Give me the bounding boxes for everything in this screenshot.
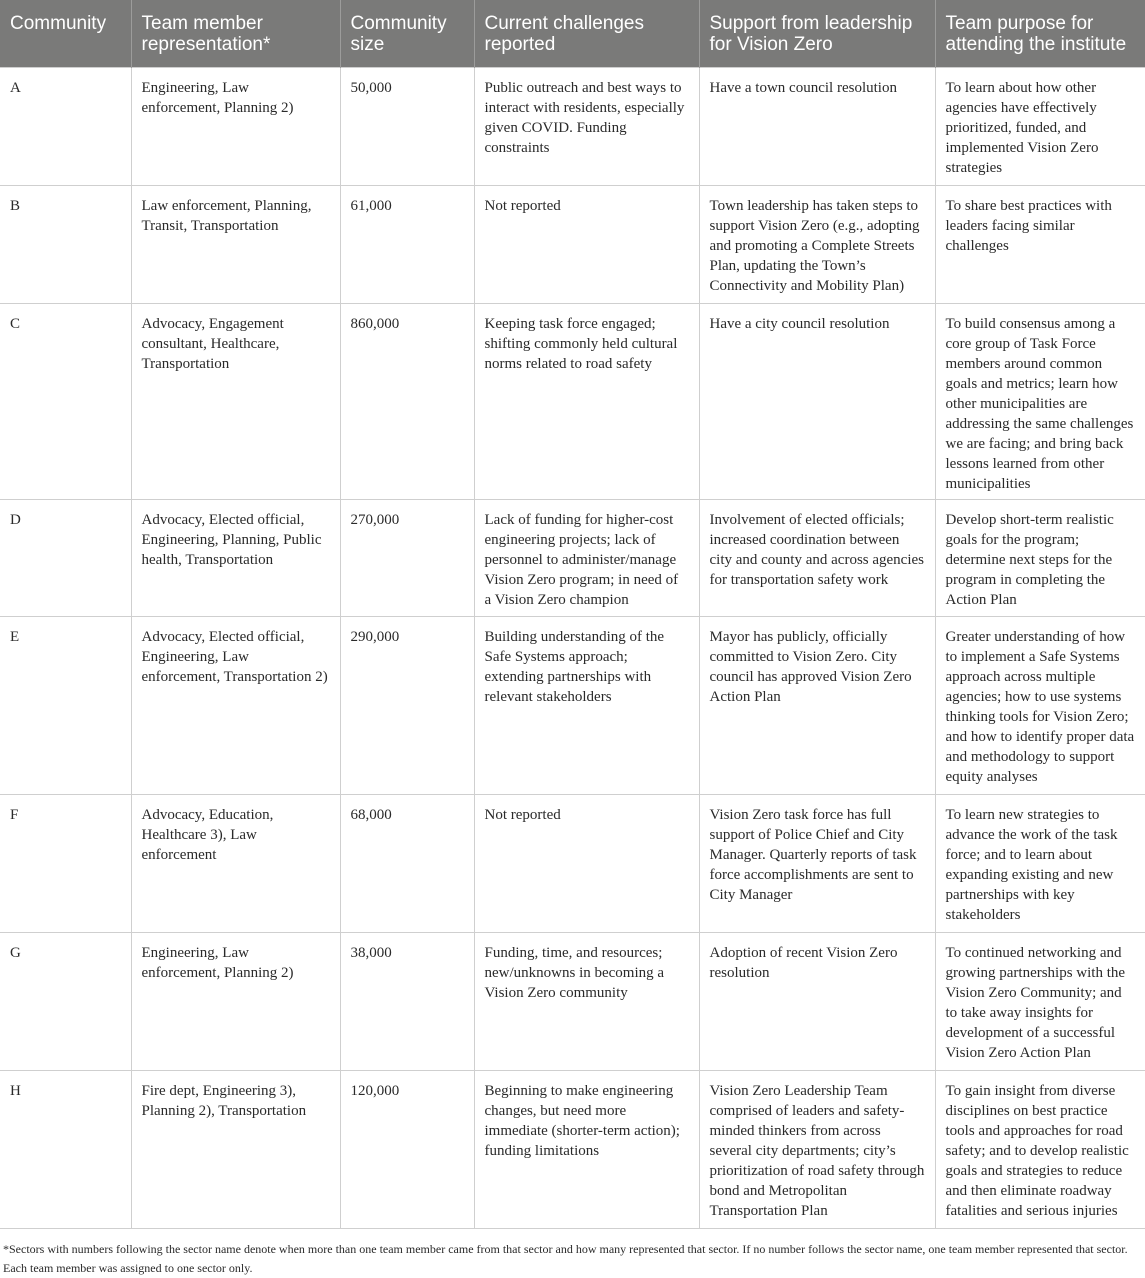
header-community: Community [10, 13, 107, 34]
cell-purpose: Develop short-term realistic goals for the program; determine next steps for the program in completing the Action Plan [935, 499, 1145, 616]
cell-size: 860,000 [340, 303, 474, 499]
cell-challenges: Lack of funding for higher-cost engineering projects; lack of personnel to administer/manage Vision Zero program; in need of a Vision Zero champion [474, 499, 699, 616]
table-header-row [0, 0, 1145, 67]
cell-purpose: Greater understanding of how to implement a Safe Systems approach across multiple agencies; how to use systems thinking tools for Vision Zero; and how to identify proper data and methodology to support equity analyses [935, 616, 1145, 794]
cell-size: 50,000 [340, 67, 474, 185]
table-row [0, 67, 1145, 185]
header-team-purpose: Team purpose for attending the institute [935, 0, 1145, 67]
header-community-size: Community size [340, 0, 474, 67]
cell-purpose: To share best practices with leaders facing similar challenges [935, 185, 1145, 303]
cell-challenges: Public outreach and best ways to interact with residents, especially given COVID. Funding constraints [474, 67, 699, 185]
cell-challenges: Not reported [474, 185, 699, 303]
cell-challenges: Funding, time, and resources; new/unknowns in becoming a Vision Zero community [474, 932, 699, 1070]
cell-representation: Fire dept, Engineering 3), Planning 2), Transportation [131, 1070, 340, 1228]
cell-support: Town leadership has taken steps to support Vision Zero (e.g., adopting and promoting a Complete Streets Plan, updating the Town’s Connectivity and Mobility Plan) [699, 185, 935, 303]
header-leadership-support: Support from leadership for Vision Zero [699, 0, 935, 67]
cell-representation: Engineering, Law enforcement, Planning 2) [131, 67, 340, 185]
cell-challenges: Keeping task force engaged; shifting commonly held cultural norms related to road safety [474, 303, 699, 499]
cell-support: Have a town council resolution [699, 67, 935, 185]
cell-purpose: To learn new strategies to advance the work of the task force; and to learn about expanding existing and new partnerships with key stakeholders [935, 794, 1145, 932]
table-row [0, 499, 1145, 616]
cell-size: 68,000 [340, 794, 474, 932]
table-footnote: *Sectors with numbers following the sector name denote when more than one team member came from that sector and how many represented that sector. If no number follows the sector name, one team member represented that sector. Each team member was assigned to one sector only. [3, 1242, 1128, 1275]
cell-representation: Advocacy, Elected official, Engineering, Law enforcement, Transportation 2) [131, 616, 340, 794]
cell-size: 290,000 [340, 616, 474, 794]
cell-community: D [0, 499, 131, 616]
cell-support: Adoption of recent Vision Zero resolution [699, 932, 935, 1070]
table-row [0, 185, 1145, 303]
cell-support: Involvement of elected officials; increased coordination between city and county and across agencies for transportation safety work [699, 499, 935, 616]
cell-support: Mayor has publicly, officially committed to Vision Zero. City council has approved Vision Zero Action Plan [699, 616, 935, 794]
cell-community: F [0, 794, 131, 932]
table-row [0, 932, 1145, 1070]
cell-support: Vision Zero Leadership Team comprised of leaders and safety-minded thinkers from across several city departments; city’s prioritization of road safety through bond and Metropolitan Transportation Plan [699, 1070, 935, 1228]
cell-representation: Advocacy, Elected official, Engineering, Planning, Public health, Transportation [131, 499, 340, 616]
table-row [0, 616, 1145, 794]
cell-representation: Advocacy, Engagement consultant, Healthcare, Transportation [131, 303, 340, 499]
cell-support: Vision Zero task force has full support of Police Chief and City Manager. Quarterly reports of task force accomplishments are sent to City Manager [699, 794, 935, 932]
cell-purpose: To continued networking and growing partnerships with the Vision Zero Community; and to take away insights for development of a successful Vision Zero Action Plan [935, 932, 1145, 1070]
table-row [0, 303, 1145, 499]
header-current-challenges: Current challenges reported [474, 0, 699, 67]
cell-community: H [0, 1070, 131, 1228]
cell-size: 38,000 [340, 932, 474, 1070]
cell-community: E [0, 616, 131, 794]
cell-challenges: Not reported [474, 794, 699, 932]
cell-support: Have a city council resolution [699, 303, 935, 499]
table-row [0, 1070, 1145, 1228]
cell-size: 61,000 [340, 185, 474, 303]
cell-community: C [0, 303, 131, 499]
cell-challenges: Beginning to make engineering changes, but need more immediate (shorter-term action); funding limitations [474, 1070, 699, 1228]
cell-representation: Law enforcement, Planning, Transit, Transportation [131, 185, 340, 303]
cell-size: 270,000 [340, 499, 474, 616]
cell-community: B [0, 185, 131, 303]
cell-representation: Advocacy, Education, Healthcare 3), Law enforcement [131, 794, 340, 932]
cell-representation: Engineering, Law enforcement, Planning 2) [131, 932, 340, 1070]
header-team-representation: Team member representation* [131, 0, 340, 67]
cell-purpose: To learn about how other agencies have effectively prioritized, funded, and implemented Vision Zero strategies [935, 67, 1145, 185]
cell-size: 120,000 [340, 1070, 474, 1228]
cell-purpose: To gain insight from diverse disciplines on best practice tools and approaches for road safety; and to develop realistic goals and strategies to reduce and then eliminate roadway fatalities and serious injuries [935, 1070, 1145, 1228]
cell-community: G [0, 932, 131, 1070]
cell-challenges: Building understanding of the Safe Systems approach; extending partnerships with relevant stakeholders [474, 616, 699, 794]
cell-community: A [0, 67, 131, 185]
table-row [0, 794, 1145, 932]
cell-purpose: To build consensus among a core group of Task Force members around common goals and metrics; learn how other municipalities are addressing the same challenges we are facing; and bring back lessons learned from other municipalities [935, 303, 1145, 499]
